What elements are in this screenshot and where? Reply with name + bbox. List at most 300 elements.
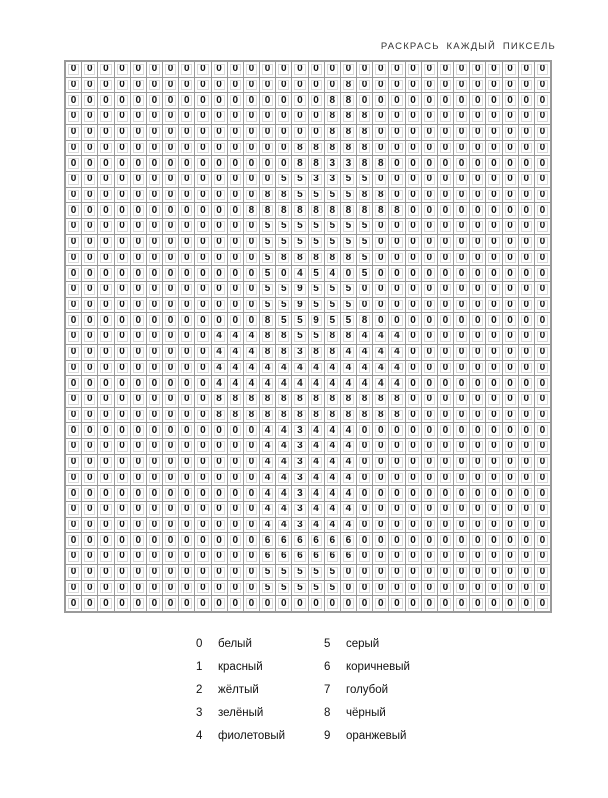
grid-cell[interactable]: 3 — [292, 439, 307, 454]
grid-cell[interactable]: 4 — [292, 361, 307, 376]
grid-cell[interactable]: 8 — [276, 392, 291, 407]
grid-cell[interactable]: 0 — [147, 502, 162, 517]
grid-cell[interactable]: 0 — [228, 596, 243, 611]
grid-cell[interactable]: 4 — [260, 439, 275, 454]
grid-cell[interactable]: 0 — [438, 62, 453, 77]
grid-cell[interactable]: 8 — [341, 203, 356, 218]
grid-cell[interactable]: 8 — [260, 188, 275, 203]
grid-cell[interactable]: 0 — [389, 141, 404, 156]
grid-cell[interactable]: 0 — [519, 93, 534, 108]
grid-cell[interactable]: 5 — [341, 235, 356, 250]
grid-cell[interactable]: 0 — [131, 78, 146, 93]
grid-cell[interactable]: 0 — [82, 376, 97, 391]
grid-cell[interactable]: 5 — [357, 251, 372, 266]
grid-cell[interactable]: 0 — [422, 251, 437, 266]
grid-cell[interactable]: 0 — [195, 486, 210, 501]
grid-cell[interactable]: 0 — [228, 156, 243, 171]
grid-cell[interactable]: 0 — [179, 581, 194, 596]
grid-cell[interactable]: 0 — [503, 533, 518, 548]
grid-cell[interactable]: 0 — [66, 549, 81, 564]
grid-cell[interactable]: 5 — [292, 188, 307, 203]
grid-cell[interactable]: 5 — [309, 188, 324, 203]
grid-cell[interactable]: 8 — [309, 345, 324, 360]
grid-cell[interactable]: 0 — [244, 266, 259, 281]
grid-cell[interactable]: 0 — [147, 471, 162, 486]
grid-cell[interactable]: 0 — [406, 345, 421, 360]
grid-cell[interactable]: 4 — [389, 345, 404, 360]
grid-cell[interactable]: 4 — [341, 518, 356, 533]
grid-cell[interactable]: 0 — [195, 266, 210, 281]
grid-cell[interactable]: 3 — [292, 502, 307, 517]
grid-cell[interactable]: 6 — [325, 533, 340, 548]
grid-cell[interactable]: 8 — [341, 392, 356, 407]
grid-cell[interactable]: 5 — [325, 313, 340, 328]
grid-cell[interactable]: 4 — [341, 423, 356, 438]
grid-cell[interactable]: 0 — [228, 471, 243, 486]
grid-cell[interactable]: 0 — [163, 219, 178, 234]
grid-cell[interactable]: 0 — [486, 581, 501, 596]
grid-cell[interactable]: 0 — [519, 172, 534, 187]
grid-cell[interactable]: 0 — [454, 471, 469, 486]
grid-cell[interactable]: 0 — [82, 392, 97, 407]
grid-cell[interactable]: 0 — [503, 565, 518, 580]
grid-cell[interactable]: 4 — [341, 439, 356, 454]
grid-cell[interactable]: 0 — [438, 78, 453, 93]
grid-cell[interactable]: 0 — [98, 109, 113, 124]
grid-cell[interactable]: 8 — [244, 408, 259, 423]
grid-cell[interactable]: 0 — [147, 533, 162, 548]
grid-cell[interactable]: 0 — [212, 141, 227, 156]
grid-cell[interactable]: 0 — [535, 282, 550, 297]
grid-cell[interactable]: 0 — [309, 62, 324, 77]
grid-cell[interactable]: 0 — [98, 203, 113, 218]
grid-cell[interactable]: 0 — [309, 125, 324, 140]
grid-cell[interactable]: 4 — [309, 423, 324, 438]
grid-cell[interactable]: 0 — [131, 361, 146, 376]
grid-cell[interactable]: 5 — [260, 219, 275, 234]
grid-cell[interactable]: 0 — [535, 156, 550, 171]
grid-cell[interactable]: 0 — [422, 549, 437, 564]
grid-cell[interactable]: 0 — [373, 455, 388, 470]
grid-cell[interactable]: 0 — [486, 203, 501, 218]
grid-cell[interactable]: 0 — [373, 125, 388, 140]
grid-cell[interactable]: 4 — [325, 518, 340, 533]
grid-cell[interactable]: 0 — [228, 93, 243, 108]
grid-cell[interactable]: 5 — [292, 172, 307, 187]
grid-cell[interactable]: 0 — [454, 329, 469, 344]
grid-cell[interactable]: 0 — [519, 109, 534, 124]
grid-cell[interactable]: 8 — [373, 392, 388, 407]
grid-cell[interactable]: 0 — [98, 235, 113, 250]
grid-cell[interactable]: 0 — [260, 596, 275, 611]
grid-cell[interactable]: 0 — [115, 533, 130, 548]
grid-cell[interactable]: 0 — [438, 172, 453, 187]
grid-cell[interactable]: 0 — [147, 376, 162, 391]
grid-cell[interactable]: 4 — [341, 361, 356, 376]
grid-cell[interactable]: 8 — [325, 345, 340, 360]
grid-cell[interactable]: 4 — [309, 471, 324, 486]
grid-cell[interactable]: 0 — [115, 439, 130, 454]
grid-cell[interactable]: 3 — [341, 156, 356, 171]
grid-cell[interactable]: 5 — [260, 581, 275, 596]
grid-cell[interactable]: 0 — [373, 266, 388, 281]
grid-cell[interactable]: 0 — [470, 266, 485, 281]
grid-cell[interactable]: 0 — [422, 455, 437, 470]
grid-cell[interactable]: 0 — [98, 313, 113, 328]
grid-cell[interactable]: 0 — [131, 423, 146, 438]
grid-cell[interactable]: 0 — [131, 266, 146, 281]
grid-cell[interactable]: 4 — [309, 361, 324, 376]
grid-cell[interactable]: 5 — [276, 313, 291, 328]
grid-cell[interactable]: 0 — [470, 329, 485, 344]
grid-cell[interactable]: 8 — [260, 313, 275, 328]
grid-cell[interactable]: 0 — [503, 392, 518, 407]
grid-cell[interactable]: 5 — [341, 282, 356, 297]
grid-cell[interactable]: 5 — [260, 298, 275, 313]
grid-cell[interactable]: 0 — [244, 282, 259, 297]
grid-cell[interactable]: 0 — [98, 486, 113, 501]
grid-cell[interactable]: 0 — [438, 251, 453, 266]
grid-cell[interactable]: 5 — [276, 282, 291, 297]
grid-cell[interactable]: 0 — [389, 533, 404, 548]
grid-cell[interactable]: 0 — [195, 392, 210, 407]
grid-cell[interactable]: 0 — [486, 392, 501, 407]
grid-cell[interactable]: 0 — [406, 392, 421, 407]
grid-cell[interactable]: 0 — [98, 533, 113, 548]
grid-cell[interactable]: 5 — [325, 298, 340, 313]
grid-cell[interactable]: 0 — [98, 596, 113, 611]
grid-cell[interactable]: 5 — [309, 329, 324, 344]
grid-cell[interactable]: 0 — [228, 298, 243, 313]
grid-cell[interactable]: 0 — [486, 361, 501, 376]
grid-cell[interactable]: 0 — [438, 313, 453, 328]
grid-cell[interactable]: 0 — [195, 203, 210, 218]
grid-cell[interactable]: 0 — [535, 62, 550, 77]
grid-cell[interactable]: 0 — [195, 141, 210, 156]
grid-cell[interactable]: 6 — [276, 533, 291, 548]
grid-cell[interactable]: 0 — [486, 298, 501, 313]
grid-cell[interactable]: 0 — [276, 62, 291, 77]
grid-cell[interactable]: 0 — [438, 518, 453, 533]
grid-cell[interactable]: 5 — [325, 282, 340, 297]
grid-cell[interactable]: 4 — [276, 486, 291, 501]
grid-cell[interactable]: 0 — [98, 78, 113, 93]
grid-cell[interactable]: 5 — [292, 329, 307, 344]
grid-cell[interactable]: 0 — [486, 125, 501, 140]
grid-cell[interactable]: 0 — [244, 596, 259, 611]
grid-cell[interactable]: 0 — [373, 235, 388, 250]
grid-cell[interactable]: 0 — [373, 518, 388, 533]
grid-cell[interactable]: 0 — [179, 596, 194, 611]
grid-cell[interactable]: 0 — [115, 235, 130, 250]
grid-cell[interactable]: 0 — [406, 502, 421, 517]
grid-cell[interactable]: 0 — [244, 298, 259, 313]
grid-cell[interactable]: 8 — [389, 203, 404, 218]
grid-cell[interactable]: 0 — [66, 408, 81, 423]
grid-cell[interactable]: 0 — [98, 502, 113, 517]
grid-cell[interactable]: 5 — [276, 172, 291, 187]
grid-cell[interactable]: 0 — [195, 518, 210, 533]
grid-cell[interactable]: 0 — [98, 329, 113, 344]
grid-cell[interactable]: 0 — [519, 596, 534, 611]
grid-cell[interactable]: 0 — [131, 518, 146, 533]
grid-cell[interactable]: 0 — [131, 376, 146, 391]
grid-cell[interactable]: 0 — [82, 235, 97, 250]
grid-cell[interactable]: 0 — [212, 518, 227, 533]
grid-cell[interactable]: 4 — [228, 361, 243, 376]
grid-cell[interactable]: 0 — [486, 141, 501, 156]
grid-cell[interactable]: 0 — [115, 345, 130, 360]
grid-cell[interactable]: 5 — [276, 298, 291, 313]
grid-cell[interactable]: 0 — [357, 518, 372, 533]
grid-cell[interactable]: 0 — [438, 282, 453, 297]
grid-cell[interactable]: 0 — [341, 581, 356, 596]
grid-cell[interactable]: 0 — [486, 235, 501, 250]
grid-cell[interactable]: 0 — [454, 251, 469, 266]
grid-cell[interactable]: 0 — [212, 313, 227, 328]
grid-cell[interactable]: 0 — [228, 251, 243, 266]
grid-cell[interactable]: 0 — [373, 282, 388, 297]
grid-cell[interactable]: 0 — [131, 581, 146, 596]
grid-cell[interactable]: 4 — [357, 376, 372, 391]
grid-cell[interactable]: 9 — [292, 282, 307, 297]
grid-cell[interactable]: 4 — [260, 361, 275, 376]
grid-cell[interactable]: 0 — [438, 219, 453, 234]
grid-cell[interactable]: 0 — [486, 313, 501, 328]
grid-cell[interactable]: 0 — [179, 235, 194, 250]
grid-cell[interactable]: 8 — [260, 345, 275, 360]
grid-cell[interactable]: 0 — [212, 266, 227, 281]
grid-cell[interactable]: 0 — [195, 329, 210, 344]
grid-cell[interactable]: 0 — [454, 549, 469, 564]
grid-cell[interactable]: 0 — [503, 313, 518, 328]
grid-cell[interactable]: 0 — [486, 486, 501, 501]
grid-cell[interactable]: 8 — [309, 408, 324, 423]
grid-cell[interactable]: 0 — [535, 298, 550, 313]
grid-cell[interactable]: 0 — [422, 298, 437, 313]
grid-cell[interactable]: 0 — [357, 533, 372, 548]
grid-cell[interactable]: 0 — [147, 581, 162, 596]
grid-cell[interactable]: 0 — [179, 203, 194, 218]
grid-cell[interactable]: 0 — [470, 533, 485, 548]
grid-cell[interactable]: 0 — [406, 471, 421, 486]
grid-cell[interactable]: 0 — [82, 549, 97, 564]
grid-cell[interactable]: 0 — [373, 471, 388, 486]
grid-cell[interactable]: 0 — [131, 533, 146, 548]
grid-cell[interactable]: 0 — [357, 565, 372, 580]
grid-cell[interactable]: 0 — [535, 172, 550, 187]
grid-cell[interactable]: 4 — [212, 329, 227, 344]
grid-cell[interactable]: 0 — [389, 219, 404, 234]
grid-cell[interactable]: 4 — [309, 518, 324, 533]
grid-cell[interactable]: 0 — [147, 141, 162, 156]
grid-cell[interactable]: 0 — [195, 502, 210, 517]
grid-cell[interactable]: 0 — [212, 235, 227, 250]
grid-cell[interactable]: 8 — [228, 392, 243, 407]
grid-cell[interactable]: 5 — [292, 581, 307, 596]
grid-cell[interactable]: 4 — [276, 455, 291, 470]
grid-cell[interactable]: 0 — [179, 502, 194, 517]
grid-cell[interactable]: 0 — [82, 439, 97, 454]
grid-cell[interactable]: 0 — [470, 471, 485, 486]
grid-cell[interactable]: 0 — [228, 581, 243, 596]
grid-cell[interactable]: 0 — [486, 266, 501, 281]
grid-cell[interactable]: 8 — [309, 141, 324, 156]
grid-cell[interactable]: 4 — [325, 439, 340, 454]
grid-cell[interactable]: 0 — [82, 313, 97, 328]
grid-cell[interactable]: 3 — [292, 455, 307, 470]
grid-cell[interactable]: 0 — [212, 439, 227, 454]
grid-cell[interactable]: 0 — [212, 219, 227, 234]
grid-cell[interactable]: 0 — [163, 486, 178, 501]
grid-cell[interactable]: 0 — [131, 486, 146, 501]
grid-cell[interactable]: 0 — [406, 329, 421, 344]
grid-cell[interactable]: 0 — [244, 518, 259, 533]
grid-cell[interactable]: 0 — [115, 62, 130, 77]
grid-cell[interactable]: 0 — [244, 486, 259, 501]
grid-cell[interactable]: 0 — [535, 439, 550, 454]
grid-cell[interactable]: 0 — [195, 78, 210, 93]
grid-cell[interactable]: 0 — [309, 78, 324, 93]
grid-cell[interactable]: 4 — [373, 361, 388, 376]
grid-cell[interactable]: 0 — [438, 125, 453, 140]
grid-cell[interactable]: 8 — [228, 408, 243, 423]
grid-cell[interactable]: 0 — [535, 423, 550, 438]
grid-cell[interactable]: 0 — [406, 156, 421, 171]
grid-cell[interactable]: 8 — [260, 392, 275, 407]
grid-cell[interactable]: 5 — [276, 565, 291, 580]
grid-cell[interactable]: 0 — [147, 78, 162, 93]
grid-cell[interactable]: 0 — [66, 486, 81, 501]
grid-cell[interactable]: 0 — [357, 471, 372, 486]
grid-cell[interactable]: 0 — [503, 156, 518, 171]
grid-cell[interactable]: 0 — [131, 439, 146, 454]
grid-cell[interactable]: 0 — [454, 203, 469, 218]
grid-cell[interactable]: 0 — [66, 298, 81, 313]
grid-cell[interactable]: 0 — [82, 298, 97, 313]
grid-cell[interactable]: 0 — [406, 581, 421, 596]
grid-cell[interactable]: 8 — [325, 408, 340, 423]
grid-cell[interactable]: 4 — [341, 471, 356, 486]
grid-cell[interactable]: 0 — [373, 109, 388, 124]
grid-cell[interactable]: 0 — [195, 361, 210, 376]
grid-cell[interactable]: 0 — [470, 141, 485, 156]
grid-cell[interactable]: 0 — [98, 361, 113, 376]
grid-cell[interactable]: 0 — [454, 408, 469, 423]
grid-cell[interactable]: 0 — [163, 376, 178, 391]
grid-cell[interactable]: 0 — [228, 518, 243, 533]
grid-cell[interactable]: 0 — [503, 172, 518, 187]
grid-cell[interactable]: 0 — [195, 423, 210, 438]
grid-cell[interactable]: 0 — [276, 93, 291, 108]
grid-cell[interactable]: 0 — [82, 109, 97, 124]
grid-cell[interactable]: 0 — [422, 125, 437, 140]
grid-cell[interactable]: 8 — [373, 408, 388, 423]
grid-cell[interactable]: 0 — [147, 361, 162, 376]
grid-cell[interactable]: 0 — [244, 235, 259, 250]
grid-cell[interactable]: 0 — [179, 109, 194, 124]
grid-cell[interactable]: 0 — [98, 219, 113, 234]
grid-cell[interactable]: 4 — [260, 376, 275, 391]
grid-cell[interactable]: 4 — [373, 345, 388, 360]
grid-cell[interactable]: 4 — [260, 486, 275, 501]
grid-cell[interactable]: 0 — [131, 62, 146, 77]
grid-cell[interactable]: 8 — [341, 109, 356, 124]
grid-cell[interactable]: 4 — [228, 376, 243, 391]
grid-cell[interactable]: 0 — [66, 235, 81, 250]
grid-cell[interactable]: 0 — [422, 471, 437, 486]
grid-cell[interactable]: 0 — [357, 298, 372, 313]
grid-cell[interactable]: 0 — [147, 455, 162, 470]
grid-cell[interactable]: 0 — [519, 345, 534, 360]
grid-cell[interactable]: 8 — [357, 392, 372, 407]
grid-cell[interactable]: 4 — [244, 376, 259, 391]
grid-cell[interactable]: 0 — [406, 408, 421, 423]
grid-cell[interactable]: 0 — [66, 266, 81, 281]
grid-cell[interactable]: 0 — [535, 549, 550, 564]
grid-cell[interactable]: 9 — [309, 313, 324, 328]
grid-cell[interactable]: 0 — [535, 188, 550, 203]
grid-cell[interactable]: 0 — [66, 502, 81, 517]
grid-cell[interactable]: 0 — [244, 141, 259, 156]
grid-cell[interactable]: 0 — [179, 549, 194, 564]
grid-cell[interactable]: 0 — [422, 518, 437, 533]
grid-cell[interactable]: 0 — [179, 219, 194, 234]
grid-cell[interactable]: 0 — [163, 78, 178, 93]
grid-cell[interactable]: 0 — [66, 313, 81, 328]
grid-cell[interactable]: 0 — [147, 219, 162, 234]
grid-cell[interactable]: 3 — [325, 172, 340, 187]
grid-cell[interactable]: 0 — [292, 109, 307, 124]
grid-cell[interactable]: 0 — [454, 345, 469, 360]
grid-cell[interactable]: 0 — [115, 502, 130, 517]
grid-cell[interactable]: 0 — [519, 581, 534, 596]
grid-cell[interactable]: 4 — [357, 329, 372, 344]
grid-cell[interactable]: 0 — [503, 471, 518, 486]
grid-cell[interactable]: 8 — [373, 203, 388, 218]
grid-cell[interactable]: 0 — [341, 266, 356, 281]
grid-cell[interactable]: 8 — [341, 408, 356, 423]
grid-cell[interactable]: 0 — [519, 392, 534, 407]
grid-cell[interactable]: 0 — [535, 251, 550, 266]
grid-cell[interactable]: 0 — [195, 109, 210, 124]
grid-cell[interactable]: 0 — [163, 565, 178, 580]
grid-cell[interactable]: 0 — [486, 329, 501, 344]
grid-cell[interactable]: 4 — [325, 455, 340, 470]
grid-cell[interactable]: 8 — [244, 203, 259, 218]
grid-cell[interactable]: 0 — [325, 596, 340, 611]
grid-cell[interactable]: 0 — [406, 376, 421, 391]
grid-cell[interactable]: 0 — [179, 172, 194, 187]
grid-cell[interactable]: 0 — [131, 219, 146, 234]
grid-cell[interactable]: 0 — [422, 361, 437, 376]
grid-cell[interactable]: 0 — [228, 62, 243, 77]
grid-cell[interactable]: 0 — [503, 282, 518, 297]
grid-cell[interactable]: 0 — [179, 93, 194, 108]
grid-cell[interactable]: 0 — [82, 423, 97, 438]
grid-cell[interactable]: 0 — [228, 109, 243, 124]
grid-cell[interactable]: 0 — [260, 141, 275, 156]
grid-cell[interactable]: 0 — [228, 188, 243, 203]
grid-cell[interactable]: 0 — [66, 361, 81, 376]
grid-cell[interactable]: 0 — [373, 298, 388, 313]
grid-cell[interactable]: 8 — [357, 408, 372, 423]
grid-cell[interactable]: 0 — [422, 596, 437, 611]
grid-cell[interactable]: 4 — [212, 361, 227, 376]
grid-cell[interactable]: 0 — [147, 251, 162, 266]
grid-cell[interactable]: 0 — [115, 109, 130, 124]
grid-cell[interactable]: 0 — [163, 188, 178, 203]
